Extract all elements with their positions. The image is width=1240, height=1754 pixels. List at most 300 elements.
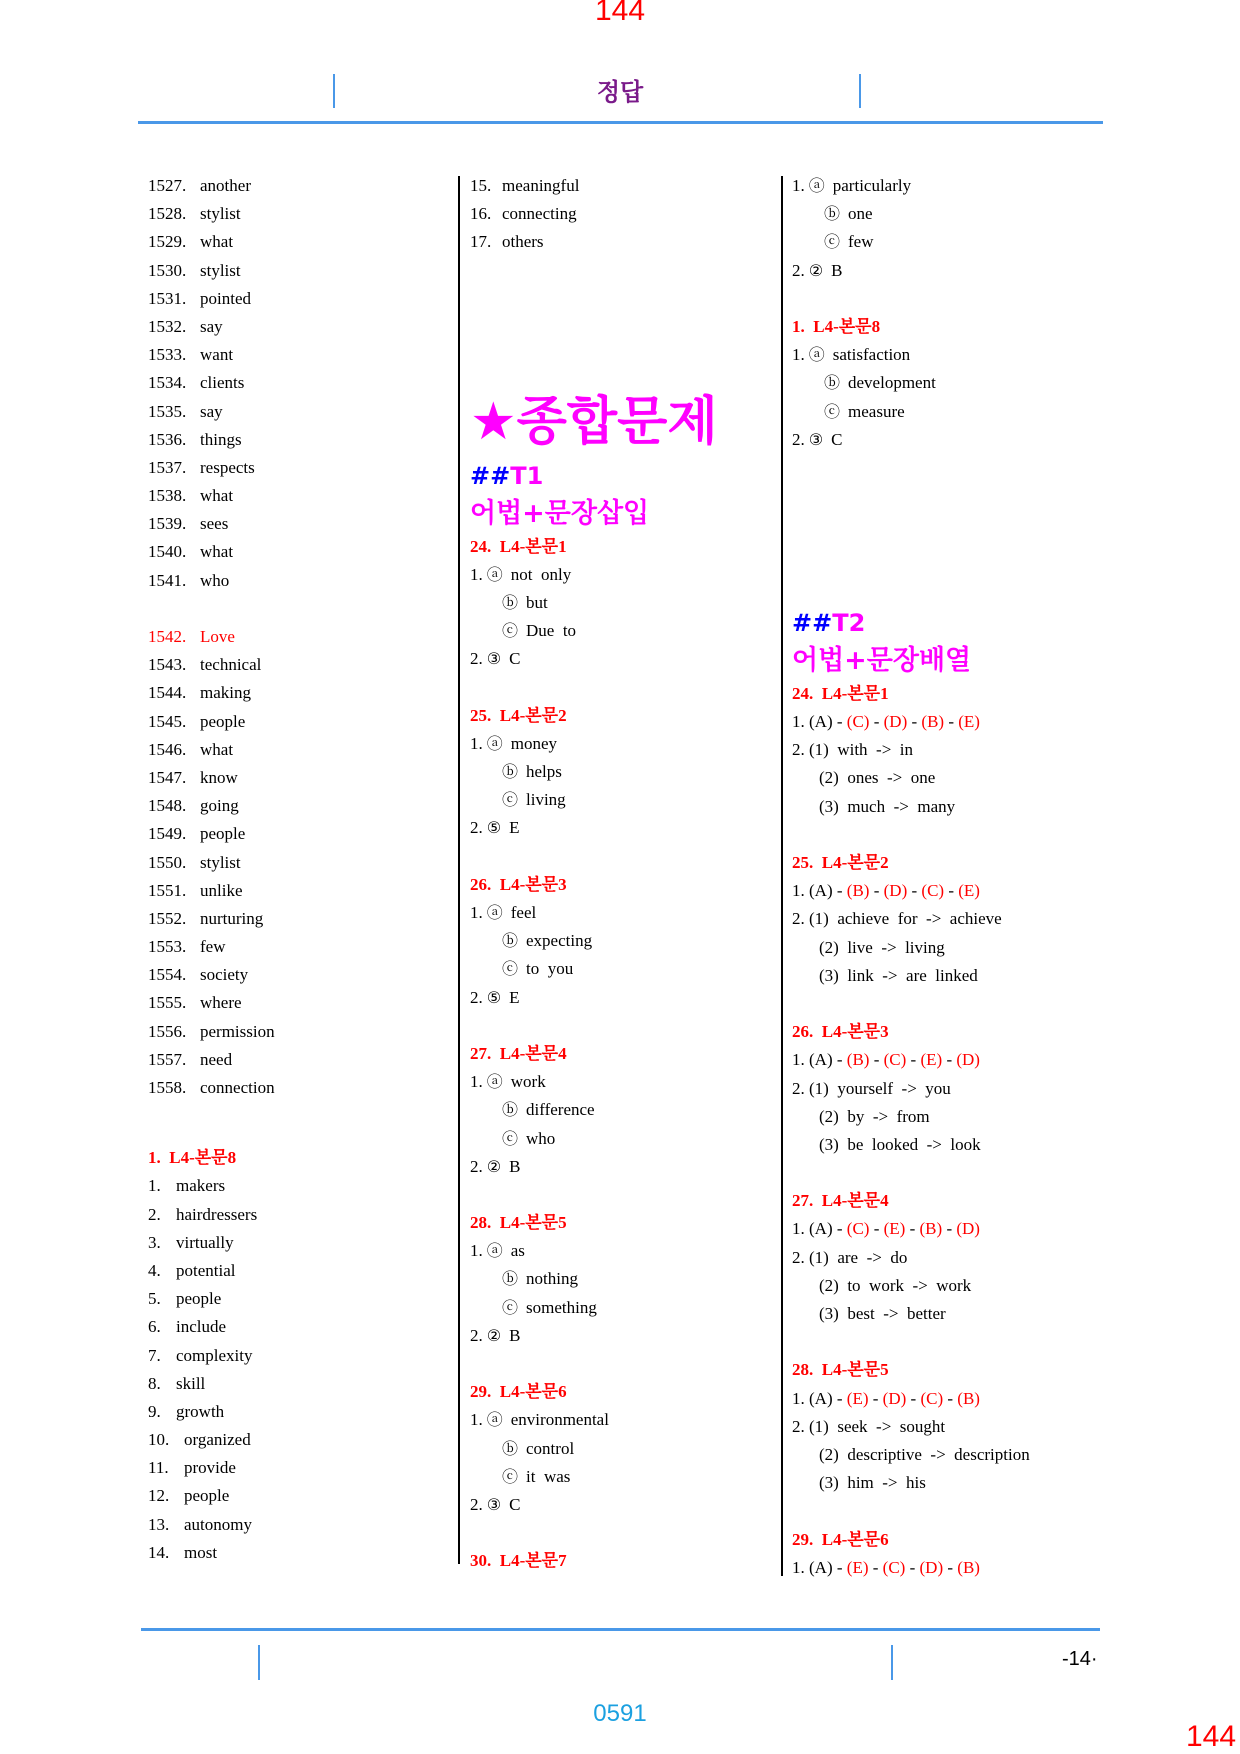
test-subtitle: 어법+문장삽입	[470, 497, 650, 529]
section-heading: 26. L4-본문3	[792, 1022, 889, 1042]
circled-number-icon: ③	[486, 649, 502, 669]
answer-word: feel	[510, 903, 537, 922]
answer-word: growth	[176, 1401, 225, 1421]
item-number: 1557.	[148, 1049, 187, 1069]
spacer	[792, 821, 1030, 849]
column-divider-2	[781, 176, 783, 1576]
correction-row	[792, 1272, 1030, 1300]
answer-word: but	[526, 592, 548, 612]
item-number: 1549.	[148, 824, 187, 844]
spacer	[470, 257, 718, 387]
order-item: (C)	[883, 1050, 907, 1070]
spacer	[792, 1328, 1030, 1356]
item-number: 4.	[148, 1260, 161, 1280]
answer-row	[470, 1265, 718, 1293]
answer-word: environmental	[510, 1410, 609, 1430]
circled-c-icon: ⓒ	[824, 401, 841, 421]
circled-number-icon: ⑤	[486, 818, 502, 838]
circled-a-icon: ⓐ	[486, 733, 503, 753]
circled-c-icon: ⓒ	[502, 1128, 519, 1148]
hash-marker: ##	[792, 608, 833, 637]
order-separator: -	[943, 1557, 958, 1577]
question-number: 2.	[470, 1325, 483, 1345]
order-answer-row	[792, 1215, 1030, 1243]
answer-word: nothing	[526, 1269, 578, 1289]
spacer	[470, 1181, 718, 1209]
order-item: (E)	[958, 712, 980, 732]
circled-b-icon: ⓑ	[502, 1269, 519, 1289]
column-divider-1	[458, 176, 460, 1564]
order-item: (E)	[846, 1388, 869, 1408]
answer-word: pointed	[200, 288, 251, 308]
column-3	[792, 172, 1030, 1582]
item-number: 5.	[148, 1289, 161, 1309]
answer-row	[148, 820, 275, 848]
big-section-title: ★종합문제	[470, 391, 718, 452]
order-item: (B)	[919, 1219, 943, 1239]
order-item: (D)	[956, 1219, 980, 1239]
answer-row	[148, 1342, 275, 1370]
answer-row	[148, 369, 275, 397]
correction-text: (3) link -> are linked	[819, 965, 978, 985]
answer-word: development	[848, 373, 936, 393]
item-number: 1532.	[148, 316, 187, 336]
footer-divider-left	[258, 1645, 260, 1680]
item-number: 12.	[148, 1486, 170, 1506]
answer-word: helps	[526, 762, 562, 782]
order-item: (C)	[921, 881, 945, 901]
answer-row	[148, 454, 275, 482]
correction-text: (3) him -> his	[819, 1473, 926, 1493]
order-answer-row	[792, 1385, 1030, 1413]
correction-text: (1) with -> in	[809, 740, 914, 760]
correction-text: (3) best -> better	[819, 1304, 946, 1323]
answer-row	[148, 1201, 275, 1229]
answer-word: satisfaction	[832, 345, 911, 365]
column-2	[470, 172, 718, 1576]
order-answer-row	[792, 1554, 1030, 1582]
order-separator: -	[832, 712, 847, 732]
answer-row	[148, 1257, 275, 1285]
answer-row	[470, 1153, 718, 1181]
circled-c-icon: ⓒ	[502, 959, 519, 979]
question-number: 1.	[470, 1241, 483, 1261]
order-separator: -	[906, 1388, 921, 1408]
question-number: 1.	[470, 564, 483, 584]
item-number: 3.	[148, 1232, 161, 1252]
item-number: 15.	[470, 176, 492, 195]
answer-word: money	[510, 733, 558, 753]
order-item: (E)	[883, 1219, 906, 1239]
circled-c-icon: ⓒ	[502, 790, 519, 810]
answer-word: stylist	[200, 204, 241, 224]
item-number: 1554.	[148, 965, 187, 985]
order-item: (E)	[846, 1557, 869, 1577]
answer-word: something	[526, 1297, 597, 1317]
header-divider-right	[859, 74, 861, 108]
answer-row	[470, 786, 718, 814]
answer-row	[470, 758, 718, 786]
order-separator: -	[907, 712, 922, 732]
order-separator: -	[906, 1050, 921, 1070]
item-number: 1537.	[148, 457, 187, 477]
circled-b-icon: ⓑ	[502, 1100, 519, 1120]
circled-a-icon: ⓐ	[486, 1241, 503, 1261]
order-item: (B)	[957, 1388, 980, 1408]
order-separator: -	[944, 881, 959, 901]
answer-word: society	[200, 965, 249, 985]
test-subtitle: 어법+문장배열	[792, 644, 972, 676]
answer-row	[148, 1046, 275, 1074]
question-number: 1.	[792, 881, 805, 901]
question-number: 1.	[470, 733, 483, 753]
answer-row	[148, 510, 275, 538]
answer-word: one	[848, 204, 873, 224]
answer-row	[470, 984, 718, 1012]
answer-letter: C	[831, 429, 843, 449]
correction-text: (1) achieve for -> achieve	[809, 909, 1002, 929]
item-number: 1552.	[148, 908, 187, 928]
question-number: 1.	[792, 712, 805, 732]
answer-row	[470, 1491, 718, 1519]
answer-word: not only	[510, 564, 572, 584]
item-number: 1539.	[148, 514, 187, 534]
question-number: 1.	[792, 1050, 805, 1070]
answer-row	[470, 1294, 718, 1322]
answer-row	[148, 200, 275, 228]
footer-page-number: -14·	[1062, 1648, 1098, 1670]
question-number: 1.	[470, 1072, 483, 1092]
item-number: 1543.	[148, 655, 187, 675]
answer-word: Love	[200, 627, 235, 646]
order-item: (D)	[882, 1388, 907, 1408]
answer-letter: E	[509, 987, 520, 1007]
spacer	[148, 595, 275, 623]
answer-word: few	[848, 232, 874, 252]
answer-row	[470, 1237, 718, 1265]
circled-b-icon: ⓑ	[502, 762, 519, 782]
order-item: (D)	[919, 1557, 944, 1577]
answer-word: technical	[200, 655, 262, 675]
answer-row	[470, 1096, 718, 1124]
answer-word: difference	[526, 1100, 595, 1120]
correction-row	[792, 962, 1030, 990]
answer-word: permission	[200, 1021, 275, 1041]
item-number: 1542.	[148, 627, 187, 646]
order-separator: -	[869, 1219, 884, 1239]
circled-a-icon: ⓐ	[486, 564, 503, 584]
item-number: 1534.	[148, 373, 187, 393]
answer-row	[470, 645, 718, 673]
correction-text: (1) seek -> sought	[809, 1416, 946, 1436]
answer-word: few	[200, 937, 226, 957]
order-first: (A)	[809, 1050, 833, 1070]
order-separator: -	[832, 1219, 847, 1239]
question-number: 2.	[470, 818, 483, 838]
answer-word: stylist	[200, 852, 241, 872]
circled-a-icon: ⓐ	[486, 1072, 503, 1092]
answer-word: people	[200, 824, 246, 844]
answer-word: autonomy	[184, 1514, 252, 1534]
item-number: 8.	[148, 1373, 161, 1393]
answer-row	[470, 730, 718, 758]
answer-word: people	[184, 1486, 230, 1506]
correction-row	[792, 905, 1030, 933]
item-number: 1527.	[148, 176, 187, 195]
answer-letter: E	[509, 818, 520, 838]
circled-a-icon: ⓐ	[808, 176, 825, 195]
answer-word: connection	[200, 1078, 275, 1097]
question-number: 2.	[470, 1156, 483, 1176]
circled-c-icon: ⓒ	[502, 621, 519, 641]
answer-row	[148, 567, 275, 595]
answer-word: as	[510, 1241, 525, 1261]
answer-row	[470, 617, 718, 645]
section-heading: 29. L4-본문6	[470, 1382, 567, 1402]
test-name: T2	[832, 608, 866, 637]
footer-rule	[141, 1628, 1100, 1631]
answer-word: people	[176, 1289, 222, 1309]
answer-row	[792, 257, 1030, 285]
answer-row	[148, 228, 275, 256]
answer-letter: C	[509, 1494, 521, 1514]
circled-c-icon: ⓒ	[824, 232, 841, 252]
answer-word: potential	[176, 1260, 236, 1280]
order-item: (B)	[846, 1050, 870, 1070]
order-separator: -	[869, 881, 884, 901]
answer-row	[792, 200, 1030, 228]
spacer	[470, 1519, 718, 1547]
correction-row	[792, 1300, 1030, 1328]
order-separator: -	[868, 1388, 883, 1408]
answer-row	[148, 1285, 275, 1313]
answer-row	[792, 172, 1030, 200]
answer-row	[792, 426, 1030, 454]
answer-word: sees	[200, 514, 229, 534]
answer-word: complexity	[176, 1345, 253, 1365]
answer-row	[470, 899, 718, 927]
answer-row	[470, 1068, 718, 1096]
item-number: 11.	[148, 1458, 169, 1478]
order-separator: -	[942, 1219, 957, 1239]
order-first: (A)	[809, 712, 833, 732]
item-number: 1555.	[148, 993, 187, 1013]
spacer	[470, 843, 718, 871]
answer-row	[148, 1398, 275, 1426]
answer-word: things	[200, 429, 242, 449]
correction-row	[792, 934, 1030, 962]
section-heading: 28. L4-본문5	[470, 1213, 567, 1233]
order-separator: -	[832, 1557, 847, 1577]
spacer	[792, 285, 1030, 313]
spacer	[792, 1497, 1030, 1525]
correction-row	[792, 1469, 1030, 1497]
answer-row	[148, 1511, 275, 1539]
answer-row	[148, 905, 275, 933]
answer-word: work	[510, 1072, 546, 1092]
answer-word: what	[200, 232, 234, 252]
correction-row	[792, 1441, 1030, 1469]
item-number: 1533.	[148, 345, 187, 365]
answer-row	[470, 1463, 718, 1491]
correction-row	[792, 1103, 1030, 1131]
section-heading: 25. L4-본문2	[470, 705, 567, 725]
answer-word: what	[200, 486, 234, 506]
correction-text: (2) ones -> one	[819, 768, 936, 788]
order-separator: -	[905, 1557, 920, 1577]
order-item: (D)	[956, 1050, 980, 1070]
answer-row	[792, 398, 1030, 426]
answer-row	[148, 538, 275, 566]
answer-word: what	[200, 739, 234, 759]
circled-c-icon: ⓒ	[502, 1297, 519, 1317]
order-answer-row	[792, 877, 1030, 905]
answer-row	[470, 589, 718, 617]
order-separator: -	[944, 712, 959, 732]
answer-row	[470, 228, 718, 256]
spacer	[792, 1159, 1030, 1187]
item-number: 1531.	[148, 288, 187, 308]
order-item: (B)	[846, 881, 870, 901]
item-number: 1556.	[148, 1021, 187, 1041]
item-number: 1538.	[148, 486, 187, 506]
item-number: 1535.	[148, 401, 187, 421]
question-number: 2.	[470, 649, 483, 669]
question-number: 2.	[792, 740, 805, 760]
page-number-top: 144	[594, 0, 646, 27]
order-item: (C)	[846, 712, 870, 732]
order-item: (C)	[846, 1219, 870, 1239]
answer-word: know	[200, 767, 238, 787]
answer-word: living	[526, 790, 566, 810]
answer-row	[148, 708, 275, 736]
answer-letter: B	[509, 1156, 521, 1176]
answer-word: nurturing	[200, 908, 264, 928]
answer-row	[148, 1313, 275, 1341]
correction-text: (2) descriptive -> description	[819, 1444, 1030, 1464]
order-separator: -	[907, 881, 922, 901]
spacer	[792, 454, 1030, 604]
answer-row	[148, 313, 275, 341]
answer-word: provide	[184, 1458, 236, 1478]
answer-row	[148, 398, 275, 426]
question-number: 2.	[470, 987, 483, 1007]
answer-row	[470, 200, 718, 228]
question-number: 1.	[792, 1557, 805, 1577]
answer-word: who	[526, 1128, 556, 1148]
question-number: 1.	[470, 903, 483, 922]
answer-row	[470, 1435, 718, 1463]
answer-word: making	[200, 683, 251, 703]
answer-row	[470, 955, 718, 983]
correction-text: (1) yourself -> you	[809, 1078, 951, 1098]
circled-b-icon: ⓑ	[502, 931, 519, 951]
circled-number-icon: ③	[486, 1494, 502, 1514]
correction-text: (2) by -> from	[819, 1106, 930, 1126]
answer-word: say	[200, 401, 223, 421]
question-number: 2.	[792, 1247, 805, 1267]
circled-number-icon: ⑤	[486, 987, 502, 1007]
item-number: 1547.	[148, 767, 187, 787]
answer-word: expecting	[526, 931, 593, 951]
circled-a-icon: ⓐ	[486, 1410, 503, 1430]
item-number: 1550.	[148, 852, 187, 872]
answer-word: who	[200, 570, 230, 590]
answer-row	[470, 1125, 718, 1153]
item-number: 16.	[470, 204, 492, 224]
item-number: 1551.	[148, 880, 187, 900]
item-number: 1553.	[148, 937, 187, 957]
question-number: 2.	[470, 1494, 483, 1514]
answer-row	[148, 933, 275, 961]
column-1	[148, 172, 275, 1567]
question-number: 2.	[792, 1078, 805, 1098]
item-number: 1544.	[148, 683, 187, 703]
question-number: 2.	[792, 909, 805, 929]
answer-row	[792, 369, 1030, 397]
item-number: 1530.	[148, 260, 187, 280]
spacer	[148, 1102, 275, 1144]
item-number: 17.	[470, 232, 492, 252]
answer-row	[792, 341, 1030, 369]
answer-word: hairdressers	[176, 1204, 258, 1224]
correction-text: (2) live -> living	[819, 937, 945, 957]
section-heading: 27. L4-본문4	[792, 1191, 889, 1211]
order-separator: -	[942, 1050, 957, 1070]
answer-word: makers	[176, 1176, 226, 1196]
answer-row	[148, 651, 275, 679]
order-separator: -	[832, 881, 847, 901]
answer-row	[148, 341, 275, 369]
correction-text: (2) to work -> work	[819, 1275, 972, 1295]
section-heading: 30. L4-본문7	[470, 1551, 567, 1571]
page-number-corner: 144	[1186, 1720, 1237, 1753]
section-heading: 26. L4-본문3	[470, 874, 567, 894]
answer-row	[148, 679, 275, 707]
item-number: 13.	[148, 1514, 170, 1534]
correction-row	[792, 793, 1030, 821]
answer-row	[470, 814, 718, 842]
item-number: 1541.	[148, 570, 187, 590]
page-title: 정답	[596, 78, 644, 106]
answer-row	[148, 172, 275, 200]
question-number: 1.	[792, 345, 805, 365]
order-item: (B)	[957, 1557, 980, 1577]
answer-row	[470, 1322, 718, 1350]
item-number: 9.	[148, 1401, 161, 1421]
question-number: 1.	[470, 1410, 483, 1430]
section-heading: 29. L4-본문6	[792, 1529, 889, 1549]
answer-row	[148, 623, 275, 651]
section-heading: 27. L4-본문4	[470, 1043, 567, 1063]
order-item: (C)	[920, 1388, 944, 1408]
order-item: (B)	[921, 712, 945, 732]
question-number: 2.	[792, 260, 805, 280]
answer-row	[148, 989, 275, 1017]
answer-word: need	[200, 1049, 233, 1069]
answer-row	[792, 228, 1030, 256]
spacer	[470, 1012, 718, 1040]
spacer	[792, 990, 1030, 1018]
answer-word: another	[200, 176, 251, 195]
answer-word: connecting	[502, 204, 577, 224]
answer-word: include	[176, 1317, 227, 1337]
footer-divider-right	[891, 1645, 893, 1680]
item-number: 1545.	[148, 711, 187, 731]
section-heading: 28. L4-본문5	[792, 1360, 889, 1380]
answer-word: virtually	[176, 1232, 234, 1252]
spacer	[470, 1350, 718, 1378]
